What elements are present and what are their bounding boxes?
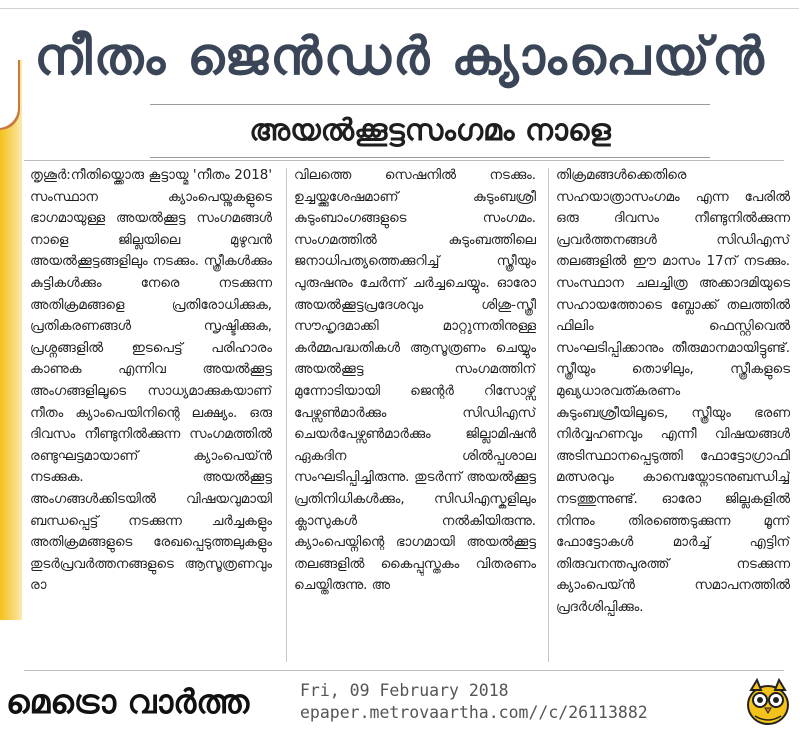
epaper-url[interactable]: epaper.metrovaartha.com//c/26113882 [300,703,648,722]
article-column-1 [30,165,272,665]
decorative-side-stripe [0,60,22,620]
divider [24,160,784,161]
column-divider [548,168,549,662]
article-subheadline: അയൽക്കൂട്ടസംഗമം നാളെ [249,113,611,148]
column-text: വിലത്തെ സെഷനിൽ നടക്കും. ഉച്ചയ്ക്കുശേഷമാണ് കുടുംബശ്രീ കുടുംബാംഗങ്ങളുടെ സംഗമം. സംഗമത്തിൽ കുടുംബത്തിലെ ജനാധിപത്യത്തെക്കുറിച്ച് സ്ത്രീയും പുരുഷനും ചേർന്ന് ചർച്ചചെയ്യും. ഓരോ അയൽക്കൂട്ടപ്രദേശവും ശിശു-സ്ത്രീ സൗഹൃദമാക്കി മാറ്റുന്നതിനുള്ള കർമ്മപദ്ധതികൾ ആസൂത്രണം ചെയ്യും അയൽക്കൂട്ട സംഗമത്തിന് മുന്നോടിയായി ജെന്റർ റിസോഴ്സ് പേഴ്സൺമാർക്കും സിഡിഎസ് ചെയർപേഴ്സൺമാർക്കും ജില്ലാമിഷൻ ഏകദിന ശിൽപ്പശാല സംഘടിപ്പിച്ചിരുന്നു. തുടർന്ന് അയൽക്കൂട്ട പ്രതിനിധികൾക്കും, സിഡിഎസ്കളിലും ക്ലാസുകൾ നൽകിയിരുന്നു. ക്യാംപെയ്നിന്റെ ഭാഗമായി അയൽക്കൂട്ട തലങ്ങളിൽ കൈപ്പുസ്തകം വിതരണം ചെയ്തിരുന്നു. അ [294,168,536,594]
decorative-corner [0,60,20,130]
article-column-2 [294,165,536,665]
article-column-3 [556,165,790,665]
column-divider [286,168,287,662]
divider [24,670,784,671]
article-body [24,165,790,665]
owl-icon [745,678,791,726]
edition-date: Fri, 09 February 2018 [300,681,509,700]
page-top-border [0,0,799,9]
column-text: തിക്രമങ്ങൾക്കെതിരെ സഹയാത്രാസംഗമം എന്ന പേരിൽ ഒരു ദിവസം നീണ്ടുനിൽക്കുന്ന പ്രവർത്തനങ്ങൾ സിഡിഎസ് തലങ്ങളിൽ ഈ മാസം 17ന് നടക്കും. സംസ്ഥാന ചലച്ചിത്ര അക്കാദമിയുടെ സഹായത്തോടെ ബ്ലോക്ക് തലത്തിൽ ഫിലിം ഫെസ്റ്റിവെൽ സംഘടിപ്പിക്കാനും തീരുമാനമായിട്ടുണ്ട്. സ്ത്രീയും തൊഴിലും, സ്ത്രീകളുടെ മുഖ്യധാരവത്കരണം കുടുംബശ്രീയിലൂടെ, സ്ത്രീയും ഭരണ നിർവ്വഹണവും എന്നീ വിഷയങ്ങൾ അടിസ്ഥാനപ്പെടുത്തി ഫോട്ടോഗ്രാഫി മത്സരവും കാമ്പെയ്നോടനുബന്ധിച്ച് നടത്തുന്നുണ്ട്. ഓരോ ജില്ലകളിൽ നിന്നും തിരഞ്ഞെടുക്കുന്ന മൂന്ന് ഫോട്ടോകൾ മാർച്ച് എട്ടിന് തിരുവനന്തപുരത്ത് നടക്കുന്ന ക്യാംപെയ്ൻ സമാപനത്തിൽ പ്രദർശിപ്പിക്കും. [556,168,790,615]
column-text: തൃശൂർ:നീതിയ്ക്കൊരു കൂട്ടായ്മ 'നീതം 2018' സംസ്ഥാന ക്യാംപെയ്നുകളുടെ ഭാഗമായുള്ള അയൽക്കൂട്ട സംഗമങ്ങൾ നാളെ ജില്ലയിലെ മുഴുവൻ അയൽക്കൂട്ടങ്ങളിലും നടക്കും. സ്ത്രീകൾക്കും കുട്ടികൾക്കും നേരെ നടക്കുന്ന അതിക്രമങ്ങളെ പ്രതിരോധിക്കുക, പ്രതികരണങ്ങൾ സൃഷ്ടിക്കുക, പ്രശ്നങ്ങളിൽ ഇടപെട്ട് പരിഹാരം കാണുക എന്നിവ അയൽക്കൂട്ട അംഗങ്ങളിലൂടെ സാധ്യമാക്കുകയാണ് നീതം ക്യാംപെയിനിന്റെ ലക്ഷ്യം. ഒരു ദിവസം നീണ്ടുനിൽക്കുന്ന സംഗമത്തിൽ രണ്ടുഘട്ടമായാണ് ക്യാംപെയ്ൻ നടക്കുക. അയൽക്കൂട്ട അംഗങ്ങൾക്കിടയിൽ വിഷയവുമായി ബന്ധപ്പെട്ട് നടക്കുന്ന ചർച്ചകളും അതിക്രമങ്ങളുടെ രേഖപ്പെടുത്തലുകളും തുടർപ്രവർത്തനങ്ങളുടെ ആസൂത്രണവും രാ [30,168,272,594]
subheadline-box [150,104,710,158]
newspaper-masthead: മെട്രൊ വാർത്ത [6,682,250,721]
article-headline: നീതം ജെൻഡർ ക്യാംപെയ്ൻ [34,27,766,87]
edition-info [300,680,720,726]
